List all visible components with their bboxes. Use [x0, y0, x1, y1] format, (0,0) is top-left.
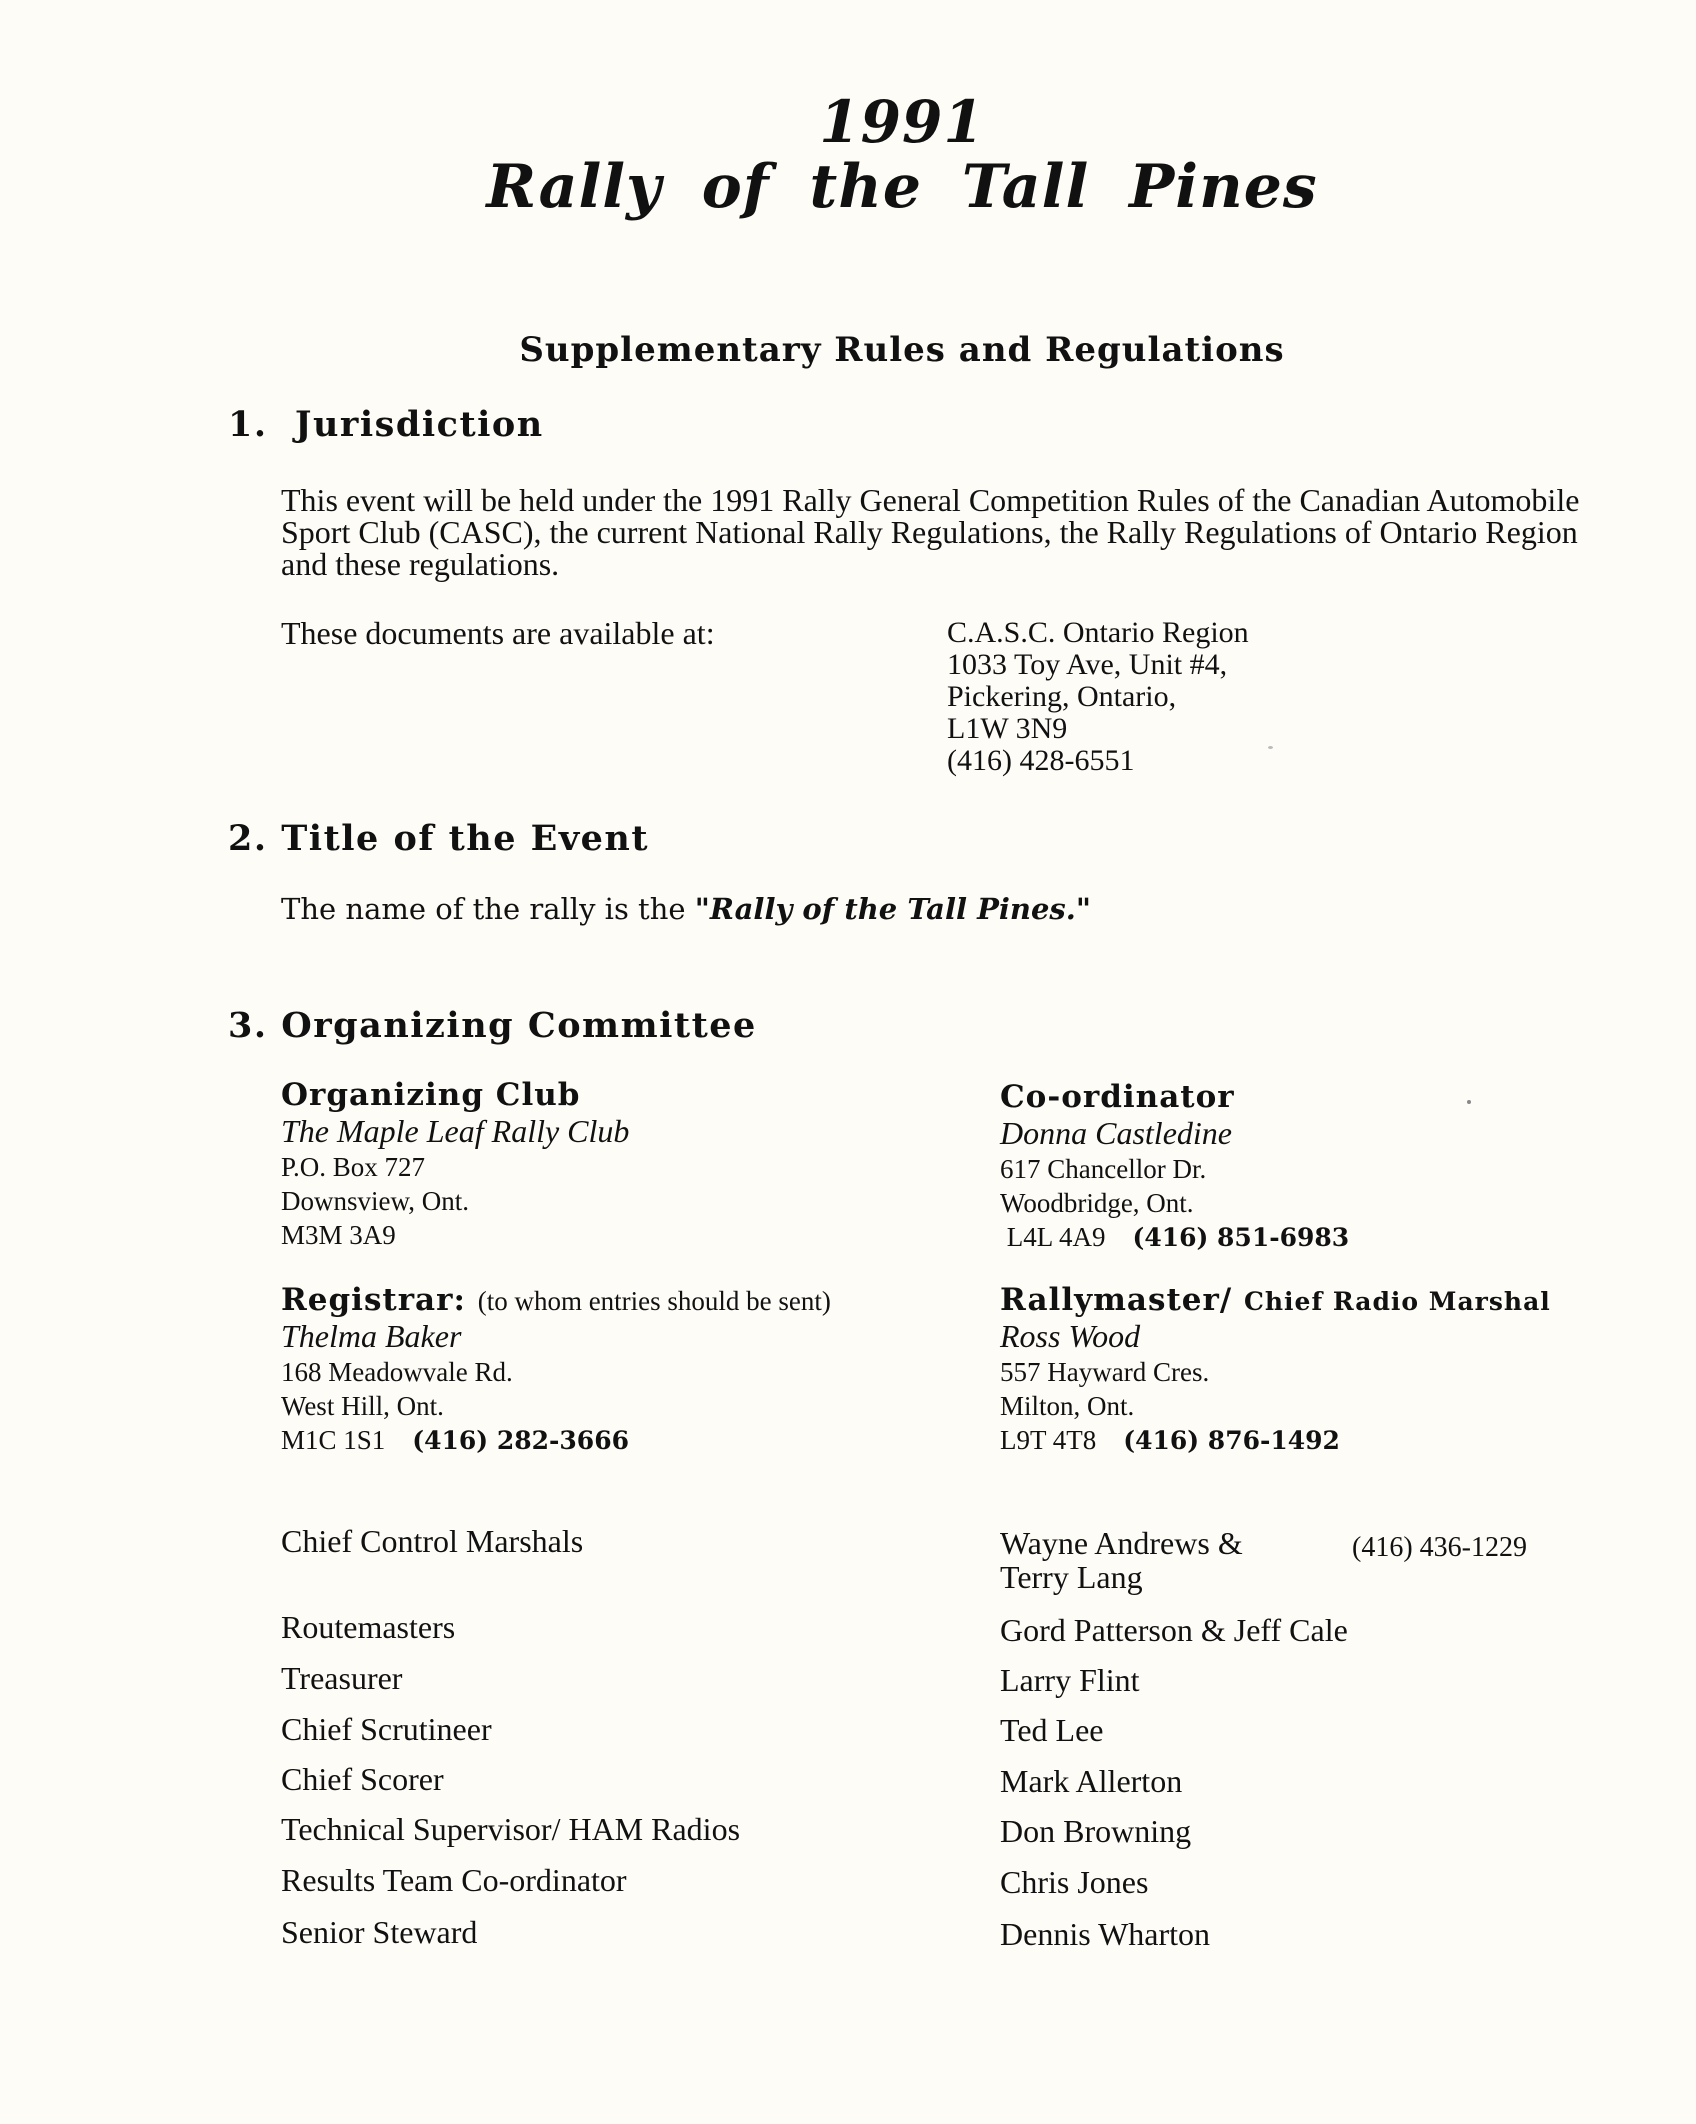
section-1-number: 1.: [228, 404, 268, 445]
address-line: L1W 3N9: [947, 712, 1068, 745]
address-line: C.A.S.C. Ontario Region: [947, 616, 1249, 649]
event-name-sentence: [281, 893, 1091, 925]
role-name: Mark Allerton: [1000, 1763, 1183, 1799]
scan-speck: [1467, 1100, 1471, 1104]
organizing-club-heading: Organizing Club: [281, 1077, 581, 1113]
section-3-title: Organizing Committee: [281, 1005, 757, 1046]
postal-phone-line: [281, 1423, 831, 1458]
section-3-heading: [228, 1005, 757, 1046]
rallymaster-heading-line: [1000, 1282, 1551, 1318]
address-line: P.O. Box 727: [281, 1152, 426, 1182]
section-2-title: Title of the Event: [281, 818, 650, 859]
registrar-note: (to whom entries should be sent): [477, 1286, 831, 1316]
coordinator-block: [1000, 1079, 1349, 1255]
address-line: M3M 3A9: [281, 1220, 396, 1250]
coordinator-postal: L4L 4A9: [1006, 1222, 1106, 1252]
chief-control-names: [1000, 1526, 1243, 1594]
postal-phone-line: [1000, 1220, 1349, 1255]
role-name: Ted Lee: [1000, 1712, 1104, 1748]
postal-phone-line: [1000, 1423, 1551, 1458]
role-label: Senior Steward: [281, 1914, 478, 1950]
section-1-title: Jurisdiction: [294, 404, 544, 445]
event-name: "Rally of the Tall Pines.": [694, 892, 1091, 926]
address-line: West Hill, Ont.: [281, 1391, 444, 1421]
rallymaster-name: Ross Wood: [1000, 1318, 1141, 1354]
address-line: 617 Chancellor Dr.: [1000, 1154, 1207, 1184]
address-line: Woodbridge, Ont.: [1000, 1188, 1194, 1218]
rallymaster-phone: (416) 876-1492: [1123, 1426, 1340, 1455]
rallymaster-block: [1000, 1282, 1551, 1458]
role-name: Dennis Wharton: [1000, 1916, 1211, 1952]
address-line: 557 Hayward Cres.: [1000, 1357, 1210, 1387]
coordinator-heading: Co-ordinator: [1000, 1079, 1235, 1115]
registrar-phone: (416) 282-3666: [412, 1426, 629, 1455]
organizing-club-block: [281, 1077, 629, 1252]
jurisdiction-paragraph: This event will be held under the 1991 Rally General Competition Rules of the Canadian Automobile Sport Club (CASC), the current National Rally Regulations, the Rally Regulations of Ontario Region and these regulations.: [281, 482, 1580, 582]
registrar-heading: Registrar:: [281, 1282, 466, 1318]
casc-address: [947, 617, 1249, 777]
address-line: 1033 Toy Ave, Unit #4,: [947, 648, 1228, 681]
role-name: Don Browning: [1000, 1813, 1192, 1849]
rallymaster-postal: L9T 4T8: [1000, 1425, 1097, 1455]
document-subtitle: Supplementary Rules and Regulations: [519, 330, 1285, 370]
rallymaster-heading-suffix: Chief Radio Marshal: [1243, 1287, 1551, 1316]
rallymaster-heading: Rallymaster/: [1000, 1282, 1233, 1318]
registrar-block: [281, 1282, 831, 1458]
coordinator-name: Donna Castledine: [1000, 1115, 1232, 1151]
address-line: Milton, Ont.: [1000, 1391, 1135, 1421]
role-name: Chris Jones: [1000, 1864, 1149, 1900]
coordinator-phone: (416) 851-6983: [1132, 1223, 1350, 1252]
role-label: Chief Scorer: [281, 1761, 444, 1797]
chief-control-phone: (416) 436-1229: [1352, 1532, 1527, 1563]
role-label: Treasurer: [281, 1660, 403, 1696]
role-label: Chief Scrutineer: [281, 1711, 492, 1747]
registrar-name: Thelma Baker: [281, 1318, 462, 1354]
event-name-prefix: The name of the rally is the: [281, 892, 686, 926]
availability-label: These documents are available at:: [281, 615, 715, 651]
document-title: Rally of the Tall Pines: [486, 152, 1318, 222]
role-label: Results Team Co-ordinator: [281, 1862, 627, 1898]
organizing-club-name: The Maple Leaf Rally Club: [281, 1113, 630, 1149]
address-line: Downsview, Ont.: [281, 1186, 469, 1216]
role-name: Larry Flint: [1000, 1662, 1140, 1698]
section-3-number: 3.: [228, 1005, 268, 1046]
address-line: Pickering, Ontario,: [947, 680, 1177, 713]
role-name: Wayne Andrews &: [1000, 1525, 1243, 1561]
registrar-postal: M1C 1S1: [281, 1425, 386, 1455]
role-name: Terry Lang: [1000, 1559, 1143, 1595]
scan-speck: [1268, 746, 1273, 749]
role-label: Technical Supervisor/ HAM Radios: [281, 1811, 741, 1847]
section-2-number: 2.: [228, 818, 268, 859]
document-year: 1991: [819, 88, 985, 156]
section-1-heading: [228, 404, 544, 445]
registrar-heading-line: [281, 1282, 831, 1318]
role-label: Routemasters: [281, 1609, 456, 1645]
role-label: Chief Control Marshals: [281, 1523, 584, 1559]
address-line: (416) 428-6551: [947, 744, 1135, 777]
role-name: Gord Patterson & Jeff Cale: [1000, 1612, 1348, 1648]
address-line: 168 Meadowvale Rd.: [281, 1357, 513, 1387]
section-2-heading: [228, 818, 649, 859]
